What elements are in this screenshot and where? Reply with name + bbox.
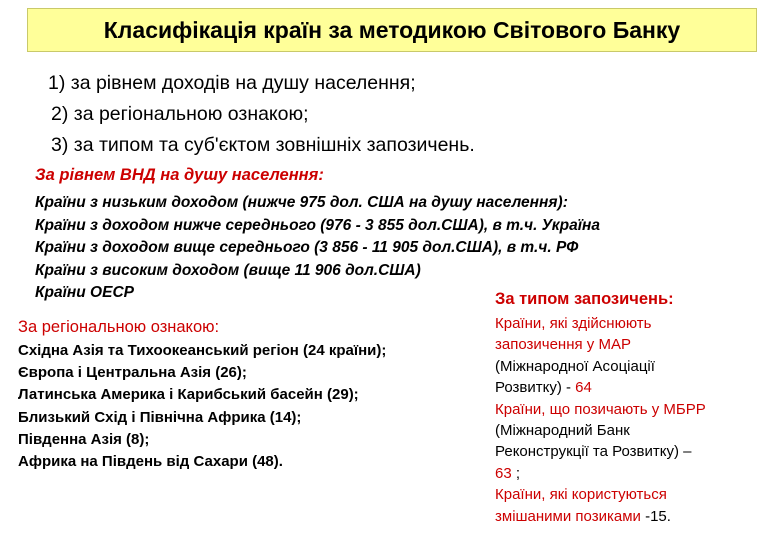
income-heading: За рівнем ВНД на душу населення: xyxy=(35,166,324,184)
borrowing-text: Реконструкції та Розвитку) – xyxy=(495,443,692,461)
region-item: Південна Азія (8); xyxy=(18,430,150,448)
income-item: Країни з доходом вище середнього (3 856 - 11 905 дол.США), в т.ч. РФ xyxy=(35,239,579,256)
criteria-item: 1) за рівнем доходів на душу населення; xyxy=(48,72,416,94)
borrowing-line xyxy=(495,356,745,377)
borrowing-text: змішаними позиками xyxy=(495,507,641,525)
income-item: Країни з низьким доходом (нижче 975 дол. США на душу населення): xyxy=(35,194,568,211)
borrowing-list xyxy=(495,313,745,527)
borrowing-line xyxy=(495,399,745,420)
borrowing-text: Країни, які користуються xyxy=(495,486,667,504)
region-heading: За регіональною ознакою: xyxy=(18,318,220,336)
borrowing-line xyxy=(495,506,745,527)
income-list xyxy=(35,192,600,305)
page-title: Класифікація країн за методикою Світового Банку xyxy=(103,16,681,43)
region-item: Європа і Центральна Азія (26); xyxy=(18,364,247,382)
criteria-item: 2) за регіональною ознакою; xyxy=(51,103,309,125)
borrowing-text: (Міжнародний Банк xyxy=(495,422,630,440)
region-item: Африка на Південь від Сахари (48). xyxy=(18,453,283,471)
borrowing-heading: За типом запозичень: xyxy=(495,290,674,308)
borrowing-text: Країни, що позичають у МБРР xyxy=(495,400,706,418)
borrowing-line xyxy=(495,441,745,462)
criteria-item: 3) за типом та суб'єктом зовнішніх запозичень. xyxy=(51,134,475,156)
region-item: Близький Схід і Північна Африка (14); xyxy=(18,408,302,426)
borrowing-text: (Міжнародної Асоціації xyxy=(495,357,655,375)
ibrd-count: 63 xyxy=(495,464,512,482)
borrowing-line xyxy=(495,377,745,398)
borrowing-text: запозичення у МАР xyxy=(495,336,631,354)
borrowing-line xyxy=(495,463,745,484)
income-item: Країни ОЕСР xyxy=(35,284,134,301)
borrowing-text: Країни, які здійснюють xyxy=(495,315,652,332)
region-list xyxy=(18,340,386,473)
title-banner xyxy=(27,8,757,52)
borrowing-line xyxy=(495,484,745,505)
ida-count: 64 xyxy=(575,379,592,397)
borrowing-line xyxy=(495,334,745,355)
region-item: Латинська Америка і Карибський басейн (29); xyxy=(18,386,359,404)
criteria-list xyxy=(48,68,475,161)
income-item: Країни з доходом нижче середнього (976 - 3 855 дол.США), в т.ч. Україна xyxy=(35,216,601,234)
borrowing-line xyxy=(495,313,745,334)
income-item: Країни з високим доходом (вище 11 906 дол.США) xyxy=(35,261,421,279)
borrowing-text: Розвитку) - xyxy=(495,379,576,397)
borrowing-punct: ; xyxy=(511,464,521,482)
region-item: Східна Азія та Тихоокеанський регіон (24 країни); xyxy=(18,342,387,359)
borrowing-line xyxy=(495,420,745,441)
mixed-count: -15. xyxy=(640,507,671,525)
